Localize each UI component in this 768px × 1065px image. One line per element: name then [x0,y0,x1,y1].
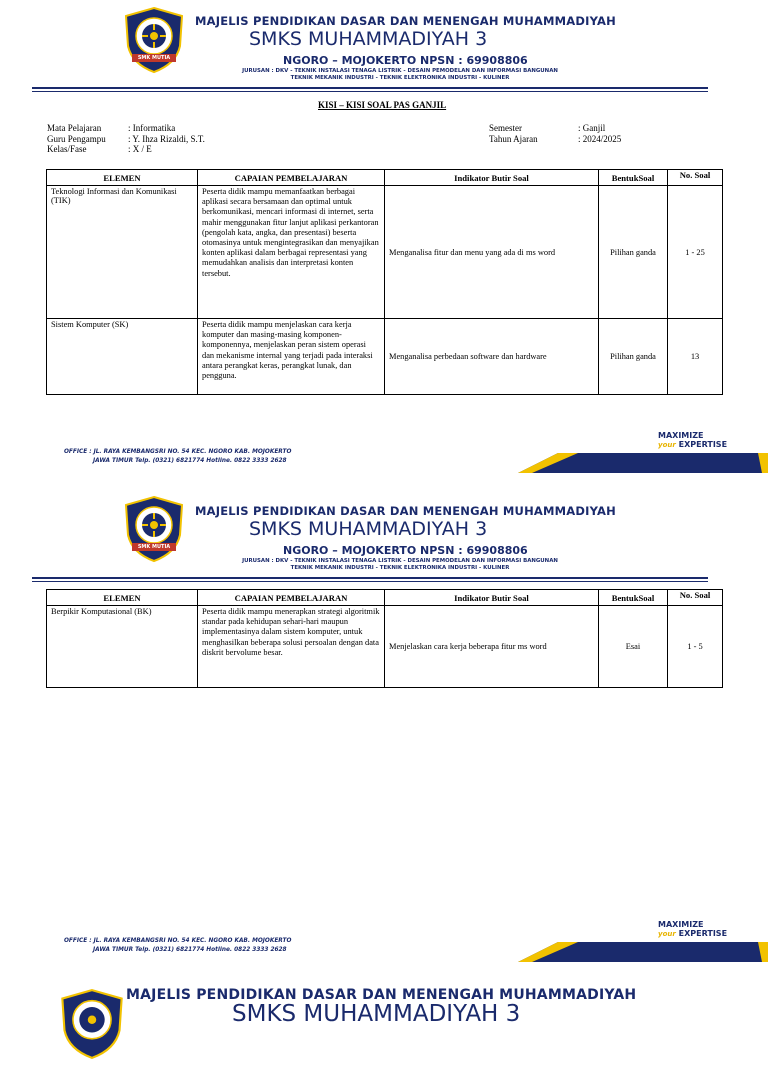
col-header-indikator: Indikator Butir Soal [385,170,599,186]
cell-elemen: Teknologi Informasi dan Komunikasi (TIK) [47,186,198,319]
header-rule-thin [32,581,708,582]
school-location: NGORO – MOJOKERTO NPSN : 69908806 [283,544,528,557]
header-rule [32,87,708,89]
cell-capaian: Peserta didik mampu menjelaskan cara kerja komputer dan masing-masing komponen-komponennya, menjelaskan peran sistem operasi dan mekanisme internal yang terjadi pada interaksi antara perangkat keras, perangkat lunak, dan pengguna. [198,319,385,395]
col-header-capaian: CAPAIAN PEMBELAJARAN [198,590,385,606]
kisi-table-page2 [46,589,723,688]
cell-indikator: Menganalisa fitur dan menu yang ada di ms word [385,186,599,319]
cell-no: 13 [668,319,723,395]
school-logo [120,6,188,74]
table-header-row [47,170,723,186]
org-name: MAJELIS PENDIDIKAN DASAR DAN MENENGAH MUHAMMADIYAH [195,504,616,518]
cell-indikator: Menganalisa perbedaan software dan hardware [385,319,599,395]
col-header-bentuk: BentukSoal [599,590,668,606]
col-header-elemen: ELEMEN [47,170,198,186]
footer-banner [518,940,768,962]
school-logo [56,988,128,1060]
cell-bentuk: Esai [599,606,668,688]
col-header-no: No. Soal [668,170,723,186]
cell-elemen: Sistem Komputer (SK) [47,319,198,395]
footer-banner [518,451,768,473]
col-header-capaian: CAPAIAN PEMBELAJARAN [198,170,385,186]
header-rule-thin [32,91,708,92]
cell-elemen: Berpikir Komputasional (BK) [47,606,198,688]
slogan: MAXIMIZE your EXPERTISE [658,431,728,449]
table-row [47,319,723,395]
meta-left: Mata Pelajaran : Informatika Guru Pengampu : Y. Ihza Rizaldi, S.T. Kelas/Fase : X / E [47,123,205,154]
school-name: SMKS MUHAMMADIYAH 3 [232,1001,521,1027]
footer-office: OFFICE : JL. RAYA KEMBANGSRI NO. 54 KEC. NGORO KAB. MOJOKERTO JAWA TIMUR Telp. (0321) 6821774 Hotline. 0822 3333 2628 [64,938,292,953]
school-location: NGORO – MOJOKERTO NPSN : 69908806 [283,54,528,67]
cell-bentuk: Pilihan ganda [599,319,668,395]
org-name: MAJELIS PENDIDIKAN DASAR DAN MENENGAH MUHAMMADIYAH [195,14,616,28]
kisi-table-page1 [46,169,723,395]
cell-bentuk: Pilihan ganda [599,186,668,319]
footer-office: OFFICE : JL. RAYA KEMBANGSRI NO. 54 KEC. NGORO KAB. MOJOKERTO JAWA TIMUR Telp. (0321) 6821774 Hotline. 0822 3333 2628 [64,449,292,464]
col-header-elemen: ELEMEN [47,590,198,606]
header-rule [32,577,708,579]
col-header-indikator: Indikator Butir Soal [385,590,599,606]
table-row [47,186,723,319]
table-header-row [47,590,723,606]
cell-capaian: Peserta didik mampu memanfaatkan berbagai aplikasi secara bersamaan dan optimal untuk berkomunikasi, mencari informasi di internet, serta mahir menggunakan fitur lanjut aplikasi perkantoran (pengolah kata, angka, dan presentasi) beserta otomasinya untuk mengintegrasikan dan menyajikan konten aplikasi dalam berbagai representasi yang memudahkan analisis dan interpretasi konten tersebut. [198,186,385,319]
cell-no: 1 - 5 [668,606,723,688]
table-row [47,606,723,688]
logo-label: SMK MUTIA [137,55,171,61]
cell-indikator: Menjelaskan cara kerja beberapa fitur ms word [385,606,599,688]
cell-no: 1 - 25 [668,186,723,319]
school-logo [120,495,188,563]
cell-capaian: Peserta didik mampu menerapkan strategi algoritmik standar pada kehidupan sehari-hari maupun implementasinya dalam sistem komputer, untuk menghasilkan beberapa solusi persoalan dengan data diskrit bervolume besar. [198,606,385,688]
jurusan-text: JURUSAN : DKV - TEKNIK INSTALASI TENAGA LISTRIK - DESAIN PEMODELAN DAN INFORMASI BANGUNAN TEKNIK MEKANIK INDUSTRI - TEKNIK ELEKTRONIKA INDUSTRI - KULINER [242,558,558,571]
col-header-bentuk: BentukSoal [599,170,668,186]
document-title: KISI – KISI SOAL PAS GANJIL [318,100,447,110]
slogan: MAXIMIZE your EXPERTISE [658,920,728,938]
org-name: MAJELIS PENDIDIKAN DASAR DAN MENENGAH MUHAMMADIYAH [126,987,637,1003]
col-header-no: No. Soal [668,590,723,606]
logo-label: SMK MUTIA [137,544,171,550]
jurusan-text: JURUSAN : DKV - TEKNIK INSTALASI TENAGA LISTRIK - DESAIN PEMODELAN DAN INFORMASI BANGUNAN TEKNIK MEKANIK INDUSTRI - TEKNIK ELEKTRONIKA INDUSTRI - KULINER [242,68,558,81]
meta-right: Semester : Ganjil Tahun Ajaran : 2024/2025 [489,123,622,144]
school-name: SMKS MUHAMMADIYAH 3 [249,518,488,540]
school-name: SMKS MUHAMMADIYAH 3 [249,28,488,50]
